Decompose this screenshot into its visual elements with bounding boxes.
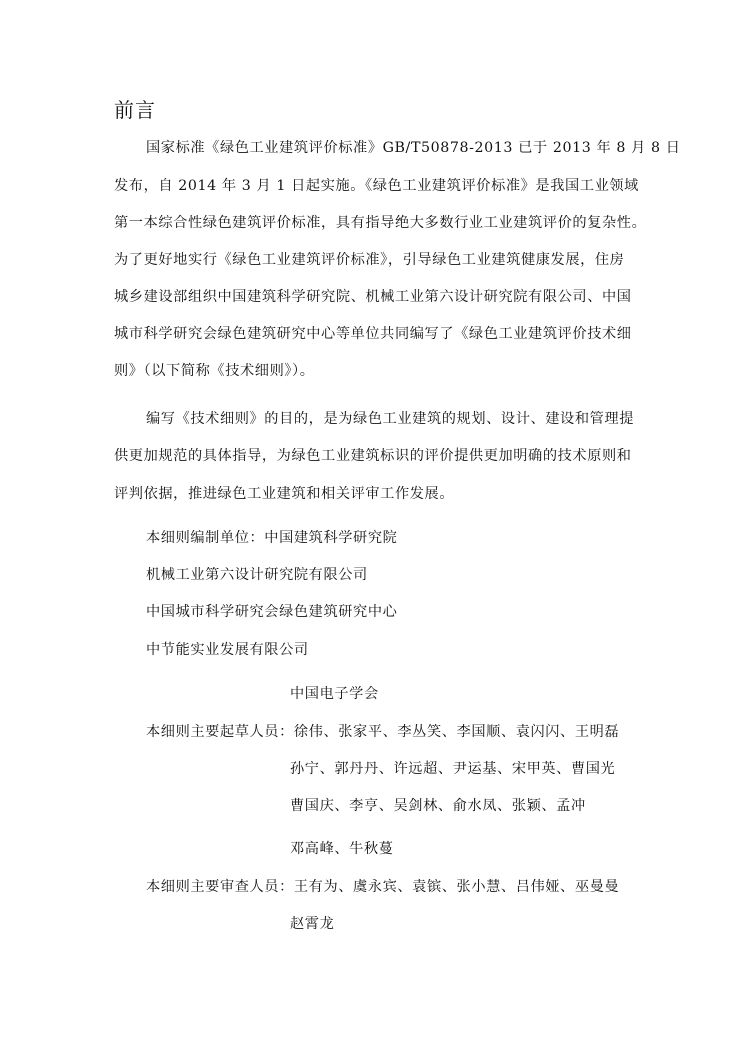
unit-line-3: 中国城市科学研究会绿色建筑研究中心 [146,604,398,620]
page-title: 前言 [114,98,156,122]
paragraph-1-line-3: 第一本综合性绿色建筑评价标准，具有指导绝大多数行业工业建筑评价的复杂性。 [114,215,647,231]
drafters-line-1: 本细则主要起草人员：徐伟、张家平、李丛笑、李国顺、袁闪闪、王明磊 [146,724,620,740]
paragraph-1-line-1: 国家标准《绿色工业建筑评价标准》GB/T50878-2013 已于 2013 年 8 月 8 日 [146,140,681,156]
paragraph-2-line-3: 评判依据，推进绿色工业建筑和相关评审工作发展。 [114,486,455,502]
unit-line-2: 机械工业第六设计研究院有限公司 [146,567,368,583]
paragraph-1-line-7: 则》（以下简称《技术细则》）。 [114,363,315,379]
paragraph-2-line-2: 供更加规范的具体指导，为绿色工业建筑标识的评价提供更加明确的技术原则和 [114,448,632,464]
paragraph-1-line-2: 发布，自 2014 年 3 月 1 日起实施。《绿色工业建筑评价标准》是我国工业领域 [114,178,639,194]
unit-line-4: 中节能实业发展有限公司 [146,642,309,658]
paragraph-1-line-6: 城市科学研究会绿色建筑研究中心等单位共同编写了《绿色工业建筑评价技术细 [114,326,632,342]
drafters-line-4: 邓高峰、牛秋蔓 [290,841,394,857]
paragraph-1-line-5: 城乡建设部组织中国建筑科学研究院、机械工业第六设计研究院有限公司、中国 [114,289,632,305]
paragraph-2-line-1: 编写《技术细则》的目的，是为绿色工业建筑的规划、设计、建设和管理提 [146,411,634,427]
unit-line-1: 本细则编制单位：中国建筑科学研究院 [146,530,398,546]
reviewers-line-1: 本细则主要审查人员：王有为、虞永宾、袁镔、张小慧、吕伟娅、巫曼曼 [146,879,620,895]
paragraph-1-line-4: 为了更好地实行《绿色工业建筑评价标准》，引导绿色工业建筑健康发展，住房 [114,252,625,268]
reviewers-line-2: 赵霄龙 [290,916,335,932]
unit-line-5: 中国电子学会 [290,686,379,702]
drafters-line-3: 曹国庆、李亨、吴剑林、俞水凤、张颖、孟冲 [290,798,586,814]
drafters-line-2: 孙宁、郭丹丹、许远超、尹运基、宋甲英、曹国光 [290,761,616,777]
